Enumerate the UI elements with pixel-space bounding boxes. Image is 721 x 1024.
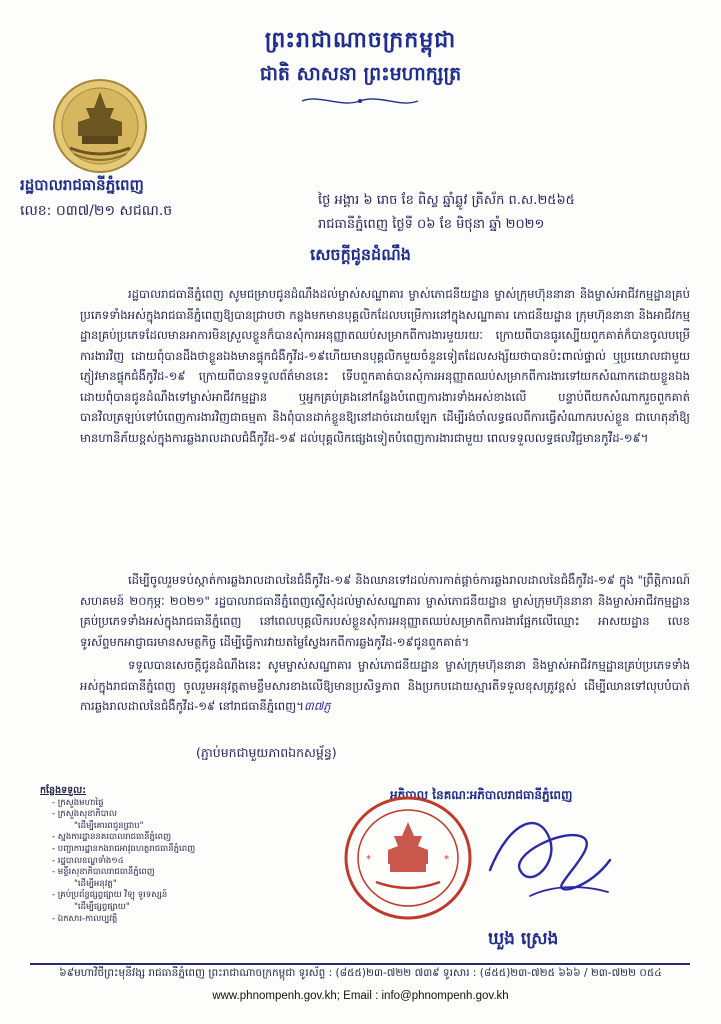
handwritten-signature-icon [470, 800, 620, 910]
signer-title: អភិបាល នៃគណៈអភិបាលរាជធានីភ្នំពេញ [390, 788, 573, 802]
recipients-list [40, 785, 290, 925]
kingdom-header: ព្រះរាជាណាចក្រកម្ពុជា [264, 28, 457, 53]
phnom-penh-seal-icon [52, 78, 148, 174]
recipient-item: - បញ្ជាការដ្ឋានកងរាជអាវុធហត្ថរាជធានីភ្នំពេញ [52, 843, 196, 854]
footer-divider [30, 963, 690, 965]
attachment-note: (ភ្ជាប់មកជាមួយភាពឯកសម្ព័ន្ធ) [196, 745, 337, 760]
svg-text:*: * [366, 854, 371, 865]
footer-web-email: www.phnompenh.gov.kh; Email : info@phnompenh.gov.kh [212, 990, 509, 1002]
recipient-item: - ឯកសារ-កាលប្បវត្តិ [52, 913, 118, 924]
recipient-item: - គ្រប់ប្រព័ន្ធផ្សព្វផ្សាយ វិទ្យុ ទូរទស្សន៍ [52, 890, 168, 901]
recipients-title: កន្លែងទទួល: [40, 785, 87, 796]
signer-name: ឃួង ស្រេង [488, 929, 559, 949]
recipients-items [40, 798, 290, 926]
body-paragraph-2: ដើម្បីចូលរួមទប់ស្កាត់ការឆ្លងរាលដាលនៃជំងឺកូវីដ-១៩ និងឈានទៅដល់ការកាត់ផ្តាច់ការឆ្លងរាលដាលនៃជំងឺកូវីដ-១៩ ក្នុង "ព្រឹត្តិការណ៍ សហគមន៍ ២០កុម្ភៈ ២០២១" រដ្ឋបាលរាជធានីភ្នំពេញស្នើសុំដល់ម្ចាស់សណ្ឋាគារ ម្ចាស់ភោជនីយដ្ឋាន ម្ចាស់ក្រុមហ៊ុននានា និងម្ចាស់អាជីវកម្មដ្ឋានគ្រប់ប្រភេទទាំងអស់ក្នុងរាជធានីភ្នំពេញ នៅពេលបុគ្គលិករបស់ខ្លួនសុំការអនុញ្ញាតឈប់សម្រាកពីការងារផ្អែកលើឈ្មោះ អាសយដ្ឋាន លេខទូរស័ព្ទមកអាជ្ញាធរមានសមត្ថកិច្ច ដើម្បីធ្វើការវាយតម្លៃស្វែងរកពីការឆ្លងកូវីដ-១៩ជូនពួកគាត់។ [80, 573, 690, 649]
body-paragraph-1: រដ្ឋបាលរាជធានីភ្នំពេញ សូមជម្រាបជូនដំណឹងដល់ម្ចាស់សណ្ឋាគារ ម្ចាស់ភោជនីយដ្ឋាន ម្ចាស់ក្រុមហ៊ុននានា និងម្ចាស់អាជីវកម្មដ្ឋានគ្រប់ប្រភេទទាំងអស់ក្នុងរាជធានីភ្នំពេញឱ្យបានជ្រាបថា កន្លងមកមានបុគ្គលិកដែលបម្រើការនៅក្នុងសណ្ឋាគារ ភោជនីយដ្ឋាន ក្រុមហ៊ុននានា និងអាជីវកម្មដ្ឋានគ្រប់ប្រភេទដែលមានអាការមិនស្រួលខ្លួនក៏បានសុំការអនុញ្ញាតឈប់សម្រាកពីការងារមួយរយៈ ក្រោយពីបានធូរស្បើយពួកគាត់ក៏បានចូលបម្រើការងារវិញ ដោយពុំបានដឹងថាខ្លួនឯងមានផ្ទុកជំងឺកូវីដ-១៩ហើយមានបុគ្គលិកមួយចំនួនទៀតដែលសង្ស័យថាបានប៉ះពាល់ផ្ទាល់ ឬប្រយោលជាមួយភ្ញៀវមានផ្ទុកជំងឺកូវីដ-១៩ ក្រោយពីបានទទួលព័ត៌មាននេះ ទើបពួកគាត់បានសុំការអនុញ្ញាតឈប់សម្រាកពីការងារទៅយកសំណាកដោយខ្លួនឯងដោយពុំបានជូនដំណឹងទៅម្ចាស់អាជីវកម្មដ្ឋាន ឬអ្នកគ្រប់គ្រងនៅកន្លែងបំពេញការងារទាំងអស់ខាងលើ បន្ទាប់ពីយកសំណាករួចពួកគាត់បានវិលត្រឡប់ទៅបំពេញការងារវិញជាធម្មតា និងពុំបានដាក់ខ្លួនឱ្យនៅដាច់ដោយឡែក ដើម្បីរង់ចាំលទ្ធផលពីការធ្វើសំណាករបស់ខ្លួន ជាហេតុនាំឱ្យមានហានិភ័យខ្ពស់ក្នុងការឆ្លងរាលដាលជំងឺកូវីដ-១៩ ដល់បុគ្គលិកផ្សេងទៀតបំពេញការងារជាមួយ ពេលទទួលលទ្ធផលវិជ្ជមានកូវីដ-១៩។ [80, 287, 690, 445]
solar-date: រាជធានីភ្នំពេញ ថ្ងៃទី ០៦ ខែ មិថុនា ឆ្នាំ ២០២១ [318, 217, 545, 232]
official-red-stamp-icon [336, 790, 486, 925]
recipient-item: - ក្រសួងសុខាភិបាល [52, 809, 117, 820]
recipient-item: "ដើម្បីអនុវត្ត" [74, 878, 117, 889]
lunar-date: ថ្ងៃ អង្គារ ៦ រោច ខែ ពិស្ខ ឆ្នាំឆ្លូវ ត្រីស័ក ព.ស.២៥៦៥ [318, 193, 575, 208]
document-subject: សេចក្តីជូនដំណឹង [310, 245, 411, 264]
recipient-item: - ស្នងការដ្ឋាននគរបាលរាជធានីភ្នំពេញ [52, 832, 172, 843]
paragraph-3-text: ទទួលបានសេចក្តីជូនដំណឹងនេះ សូមម្ចាស់សណ្ឋាគារ ម្ចាស់ភោជនីយដ្ឋាន ម្ចាស់ក្រុមហ៊ុននានា និងម្ចាស់អាជីវកម្មដ្ឋានគ្រប់ប្រភេទទាំងអស់ក្នុងរាជធានីភ្នំពេញ ចូលរួមអនុវត្តតាមខ្លឹមសារខាងលើឱ្យមានប្រសិទ្ធភាព និងប្រកបដោយស្មារតីទទួលខុសត្រូវខ្ពស់ ដើម្បីឈានទៅលុបបំបាត់ការឆ្លងរាលដាលនៃជំងឺកូវីដ-១៩ នៅរាជធានីភ្នំពេញ។ [80, 658, 690, 713]
body-paragraph-3 [80, 655, 690, 717]
reference-number: លេខ: ០៣៧/២១ សជណ.ច [20, 203, 173, 219]
recipient-item: "ដើម្បីផ្សព្វផ្សាយ" [74, 901, 130, 912]
recipient-item: - ក្រសួងមហាផ្ទៃ [52, 797, 104, 808]
issuing-office: រដ្ឋបាលរាជធានីភ្នំពេញ [20, 176, 144, 194]
recipient-item: - រដ្ឋបាលខណ្ឌទាំង១៤ [52, 855, 124, 866]
recipient-item: - មន្ទីរសុខាភិបាលរាជធានីភ្នំពេញ [52, 867, 155, 878]
footer-address: ៦៩មហាវិថីព្រះមុនីវង្ស រាជធានីភ្នំពេញ ព្រះរាជាណាចក្រកម្ពុជា ទូរស័ព្ទ : (៨៥៥)២៣-៧២២ ៧៣៩ ទូរសារ : (៨៥៥)២៣-៧២៥ ៦៦៦ / ២៣-៧២២ ០៥៤ [59, 967, 662, 979]
national-motto: ជាតិ សាសនា ព្រះមហាក្សត្រ [259, 63, 462, 85]
recipient-item: "ដើម្បីគោរពជូនជ្រាប" [74, 820, 144, 831]
ornament-divider-icon [300, 94, 420, 108]
handwritten-note: ៣៧ភ្ញ [303, 699, 331, 713]
svg-text:*: * [444, 854, 449, 865]
